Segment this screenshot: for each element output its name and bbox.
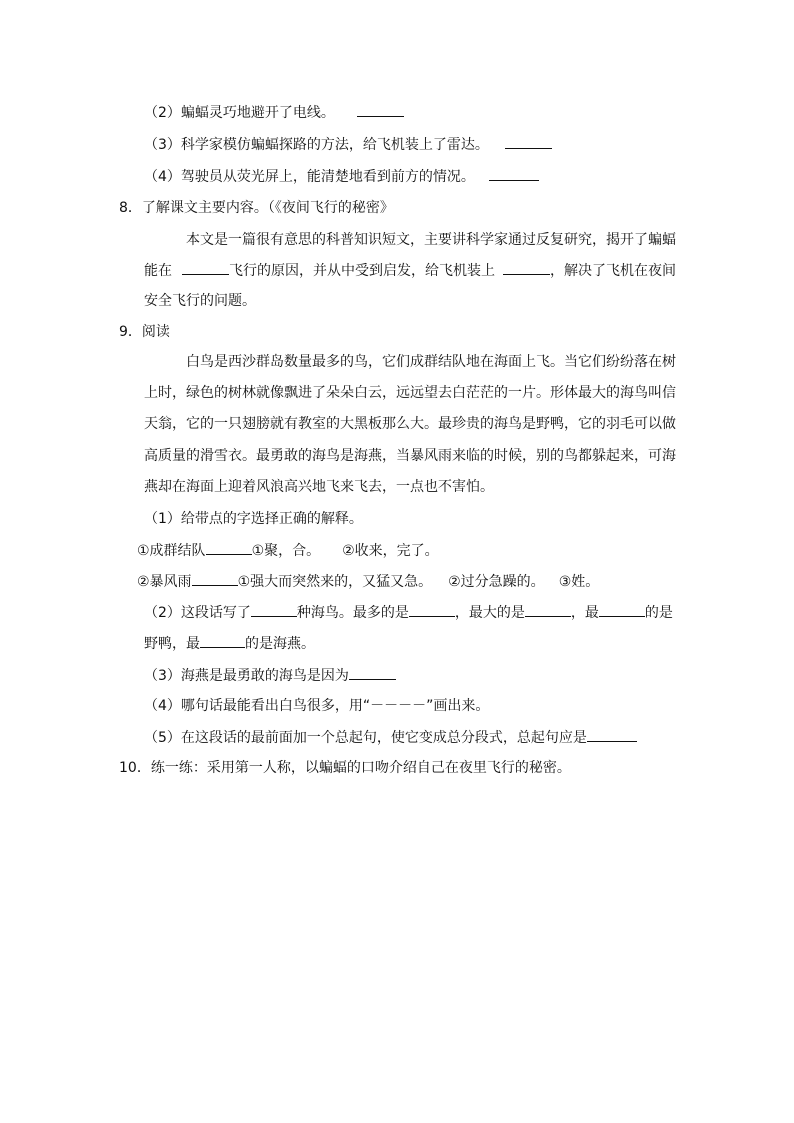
answer-blank[interactable] <box>409 602 455 617</box>
q8-line-2-c: ，解决了飞机在夜间 <box>550 263 676 279</box>
answer-blank[interactable] <box>503 260 550 275</box>
q9-sub-1a <box>137 540 439 560</box>
answer-blank[interactable] <box>357 102 404 117</box>
q9-sub-1a-option-1: ①聚，合。 <box>251 543 321 559</box>
q9-sub-2-a: （2）这段话写了 <box>144 605 251 621</box>
q8-line-2 <box>144 260 676 280</box>
q9-passage-line-3: 天翁，它的一只翅膀就有教室的大黑板那么大。最珍贵的海鸟是野鸭，它的羽毛可以做 <box>144 416 676 432</box>
q9-sub-1b-option-3: ③姓。 <box>558 574 600 590</box>
answer-blank[interactable] <box>349 665 396 680</box>
q9-passage-line-2: 上时，绿色的树林就像飘进了朵朵白云，远远望去白茫茫的一片。形体最大的海鸟叫信 <box>144 385 676 401</box>
answer-blank[interactable] <box>192 571 238 586</box>
q7-item-2-text: （2）蝙蝠灵巧地避开了电线。 <box>144 105 335 121</box>
answer-blank[interactable] <box>599 602 645 617</box>
answer-blank[interactable] <box>251 602 297 617</box>
q9-sub-3-text: （3）海燕是最勇敢的海鸟是因为 <box>144 668 349 684</box>
answer-blank[interactable] <box>182 260 229 275</box>
answer-blank[interactable] <box>525 602 571 617</box>
q7-item-2 <box>144 102 404 122</box>
q8-line-3: 安全飞行的问题。 <box>144 293 256 309</box>
q8-line-1: 本文是一篇很有意思的科普知识短文，主要讲科学家通过反复研究，揭开了蝙蝠 <box>186 232 676 248</box>
q8-line-2-a: 能在 <box>144 263 172 279</box>
q9-sub-2-d: ，最 <box>570 605 599 621</box>
q9-sub-1b <box>137 571 599 591</box>
q7-item-4 <box>144 166 539 186</box>
q8-line-2-b: 飞行的原因，并从中受到启发，给飞机装上 <box>229 263 495 279</box>
q7-item-4-text: （4）驾驶员从荧光屏上，能清楚地看到前方的情况。 <box>144 169 475 185</box>
q9-sub-1a-word: ①成群结队 <box>137 543 206 559</box>
q9-sub-1a-option-2: ②收来，完了。 <box>342 543 439 559</box>
q9-passage-line-1: 白鸟是西沙群岛数量最多的鸟，它们成群结队地在海面上飞。当它们纷纷落在树 <box>186 354 676 370</box>
q9-sub-3 <box>144 665 396 685</box>
q9-sub-2-line-2 <box>144 633 315 653</box>
q9-sub-1: （1）给带点的字选择正确的解释。 <box>144 511 363 527</box>
q9-sub-1b-option-2: ②过分急躁的。 <box>448 574 545 590</box>
q8-title: 8．了解课文主要内容。（《夜间飞行的秘密》 <box>119 200 394 216</box>
answer-blank[interactable] <box>489 166 539 181</box>
q9-sub-2-line-1 <box>144 602 673 622</box>
q9-title: 9．阅读 <box>119 324 170 340</box>
q9-sub-5 <box>144 727 637 747</box>
q9-sub-4: （4）哪句话最能看出白鸟很多，用“－－－－”画出来。 <box>144 698 490 714</box>
answer-blank[interactable] <box>587 727 637 742</box>
q9-sub-2-b: 种海鸟。最多的是 <box>296 605 409 621</box>
answer-blank[interactable] <box>200 633 245 648</box>
q10-title: 10．练一练：采用第一人称，以蝙蝠的口吻介绍自己在夜里飞行的秘密。 <box>119 760 571 776</box>
q9-sub-2-e: 的是 <box>644 605 673 621</box>
q9-sub-2-g: 的是海燕。 <box>245 636 315 652</box>
q9-sub-2-f: 野鸭，最 <box>144 636 200 652</box>
answer-blank[interactable] <box>206 540 252 555</box>
q7-item-3 <box>144 134 552 154</box>
q9-passage-line-4: 高质量的滑雪衣。最勇敢的海鸟是海燕，当暴风雨来临的时候，别的鸟都躲起来，可海 <box>144 448 676 464</box>
q9-sub-1b-option-1: ①强大而突然来的，又猛又急。 <box>237 574 433 590</box>
q9-sub-5-text: （5）在这段话的最前面加一个总起句，使它变成总分段式，总起句应是 <box>144 730 587 746</box>
q9-passage-line-5: 燕却在海面上迎着风浪高兴地飞来飞去，一点也不害怕。 <box>144 479 494 495</box>
q9-sub-1b-word: ②暴风雨 <box>137 574 192 590</box>
q9-sub-2-c: ，最大的是 <box>454 605 525 621</box>
q7-item-3-text: （3）科学家模仿蝙蝠探路的方法，给飞机装上了雷达。 <box>144 137 489 153</box>
answer-blank[interactable] <box>505 134 552 149</box>
